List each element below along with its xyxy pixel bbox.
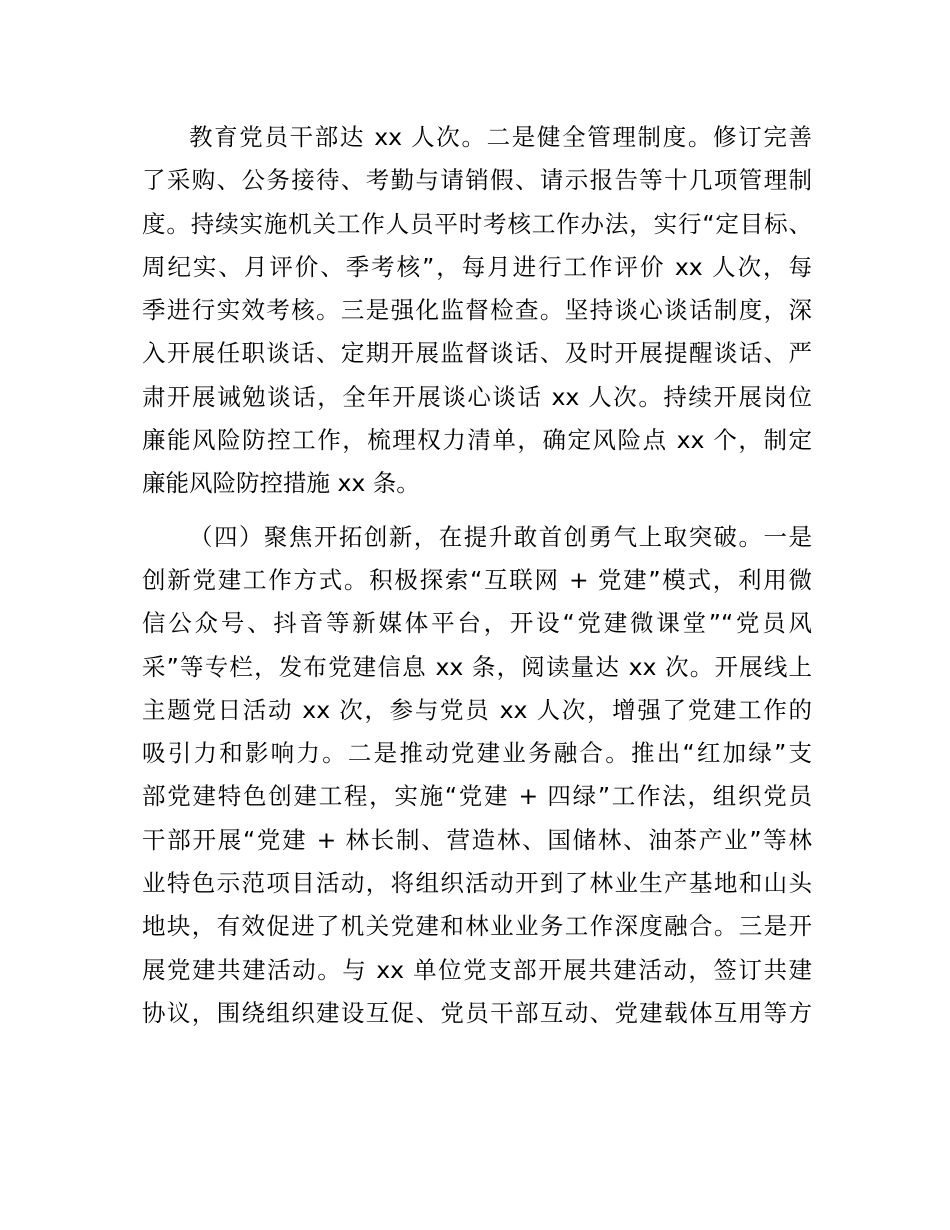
text-line: 部党建特色创建工程，实施“党建 + 四绿”工作法，组织党员 xyxy=(142,782,812,811)
text-line: 协议，围绕组织建设互促、党员干部互动、党建载体互用等方 xyxy=(142,998,812,1027)
text-line: 采”等专栏，发布党建信息 xx 条，阅读量达 xx 次。开展线上 xyxy=(142,652,812,681)
text-line: 业特色示范项目活动，将组织活动开到了林业生产基地和山头 xyxy=(142,869,812,898)
text-line: 廉能风险防控措施 xx 条。 xyxy=(142,469,420,498)
text-line: 季进行实效考核。三是强化监督检查。坚持谈心谈话制度，深 xyxy=(142,296,812,325)
text-line: 入开展任职谈话、定期开展监督谈话、及时开展提醒谈话、严 xyxy=(142,339,812,368)
text-line: 吸引力和影响力。二是推动党建业务融合。推出“红加绿”支 xyxy=(142,739,812,768)
section-heading-line: （四）聚焦开拓创新，在提升敢首创勇气上取突破。一是 xyxy=(189,522,812,551)
text-line: 地块，有效促进了机关党建和林业业务工作深度融合。三是开 xyxy=(142,912,812,941)
text-line: 信公众号、抖音等新媒体平台，开设“党建微课堂”“党员风 xyxy=(142,609,812,638)
paragraph-discipline xyxy=(142,116,812,506)
text-line: 展党建共建活动。与 xx 单位党支部开展共建活动，签订共建 xyxy=(142,955,812,984)
text-line: 廉能风险防控工作，梳理权力清单，确定风险点 xx 个，制定 xyxy=(142,426,812,455)
paragraph-innovation xyxy=(142,516,812,1036)
text-line: 周纪实、月评价、季考核”，每月进行工作评价 xx 人次，每 xyxy=(142,252,812,281)
text-line: 了采购、公务接待、考勤与请销假、请示报告等十几项管理制 xyxy=(142,166,812,195)
text-line: 肃开展诫勉谈话，全年开展谈心谈话 xx 人次。持续开展岗位 xyxy=(142,382,812,411)
text-line: 教育党员干部达 xx 人次。二是健全管理制度。修订完善 xyxy=(189,123,812,151)
paragraph-spacer xyxy=(142,506,812,516)
text-line: 创新党建工作方式。积极探索“互联网 + 党建”模式，利用微 xyxy=(142,565,812,594)
document-page xyxy=(142,116,812,1035)
text-line: 干部开展“党建 + 林长制、营造林、国储林、油茶产业”等林 xyxy=(142,825,812,854)
text-line: 度。持续实施机关工作人员平时考核工作办法，实行“定目标、 xyxy=(142,209,812,238)
text-line: 主题党日活动 xx 次，参与党员 xx 人次，增强了党建工作的 xyxy=(142,695,812,724)
